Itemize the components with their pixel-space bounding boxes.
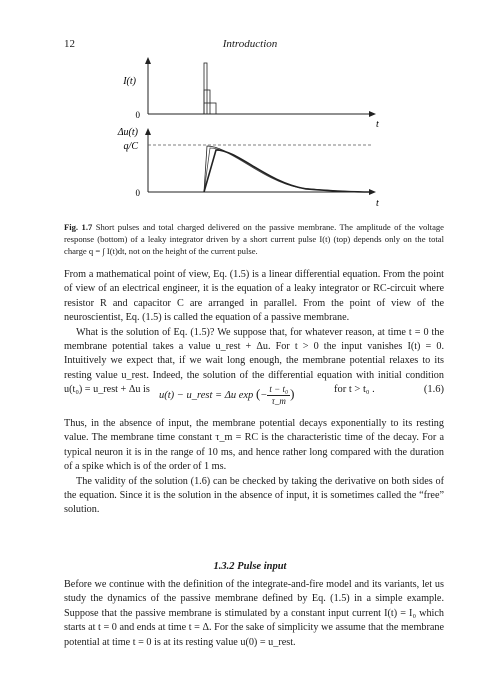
body-block-2 (64, 417, 444, 518)
top-x-arrow (369, 111, 376, 117)
paragraph: What is the solution of Eq. (1.5)? We suppose that, for whatever reason, at time t = 0 the membrane potential takes a value u_rest + Δu. For t > 0 the input vanishes I(t) = 0. Intuitively we expect that, if we wait long enough, the membrane potential relaxes to its resting value u_rest. Indeed, the solution of the differential equation with initial condition u(t₀) = u_rest + Δu is (64, 326, 444, 396)
page-number: 12 (64, 38, 75, 50)
bottom-zero-label: 0 (135, 188, 140, 198)
equation-frac-num: t − t₀ (269, 384, 289, 394)
bottom-level-label: q/C (123, 141, 138, 152)
bottom-x-arrow (369, 189, 376, 195)
equation-fraction (267, 384, 290, 407)
running-title: Introduction (222, 38, 278, 50)
top-x-label: t (376, 119, 379, 130)
equation-number: (1.6) (423, 384, 444, 395)
pulse-tall (204, 63, 207, 114)
top-zero-label: 0 (135, 110, 140, 120)
equation-formula: u(t) − u_rest = Δu exp (− $\frac{\text{t − t₀}}{\tau\_m}$ ) (159, 384, 295, 406)
bottom-x-label: t (376, 198, 379, 209)
bottom-y-arrow (145, 128, 151, 135)
paragraph: The validity of the solution (1.6) can be checked by taking the derivative on both sides of the equation. Since it is the solution in the absence of input, it is sometimes called the “free” solution. (64, 475, 444, 516)
paragraph: From a mathematical point of view, Eq. (1.5) is a linear differential equation. From the point of view of an electrical engineer, it is the equation of a leaky integrator or RC-circuit where resistor R and capacitor C are arranged in parallel. From the point of view of the neuroscientist, Eq. (1.5) is called the equation of a passive membrane. (64, 269, 444, 324)
response-short-pulse (204, 150, 370, 192)
body-block-3 (64, 578, 444, 650)
caption-label: Fig. 1.7 (64, 222, 93, 232)
top-y-label: I(t) (123, 76, 136, 87)
section-heading: 1.3.2 Pulse input (213, 561, 287, 572)
equation-lhs: u(t) − u_rest = Δu exp (159, 389, 254, 401)
figure-plot (0, 0, 500, 215)
top-y-arrow (145, 57, 151, 64)
equation-condition: for t > t₀ . (334, 384, 375, 395)
response-medium-pulse (204, 148, 370, 192)
paragraph: Thus, in the absence of input, the membrane potential decays exponentially to its resting value. The membrane time constant τ_m = RC is the characteristic time of the decay. For a typical neuron it is in the range of 10 ms, and hence rather long compared with the duration of a spike which is of the order of 1 ms. (64, 418, 444, 473)
equation-1-6 (64, 376, 444, 408)
paragraph: Before we continue with the definition of the integrate-and-fire model and its variants, let us study the dynamics of the passive membrane defined by Eq. (1.5) in a simple example. Suppose that the passive membrane is stimulated by a constant input current I(t) = I₀ which starts at t = 0 and ends at time t = Δ. For the sake of simplicity we assume that the membrane potential at time t = 0 is at its resting value u(0) = u_rest. (64, 579, 444, 648)
bottom-y-label: Δu(t) (117, 127, 138, 138)
figure-caption (64, 221, 444, 258)
equation-frac-den: τ_m (271, 396, 286, 406)
caption-text: Short pulses and total charged delivered on the passive membrane. The amplitude of the voltage response (bottom) of a leaky integrator driven by a short current pulse I(t) (top) depends only on the total charge q = ∫ I(t)dt, not on the height of the current pulse. (64, 222, 444, 257)
